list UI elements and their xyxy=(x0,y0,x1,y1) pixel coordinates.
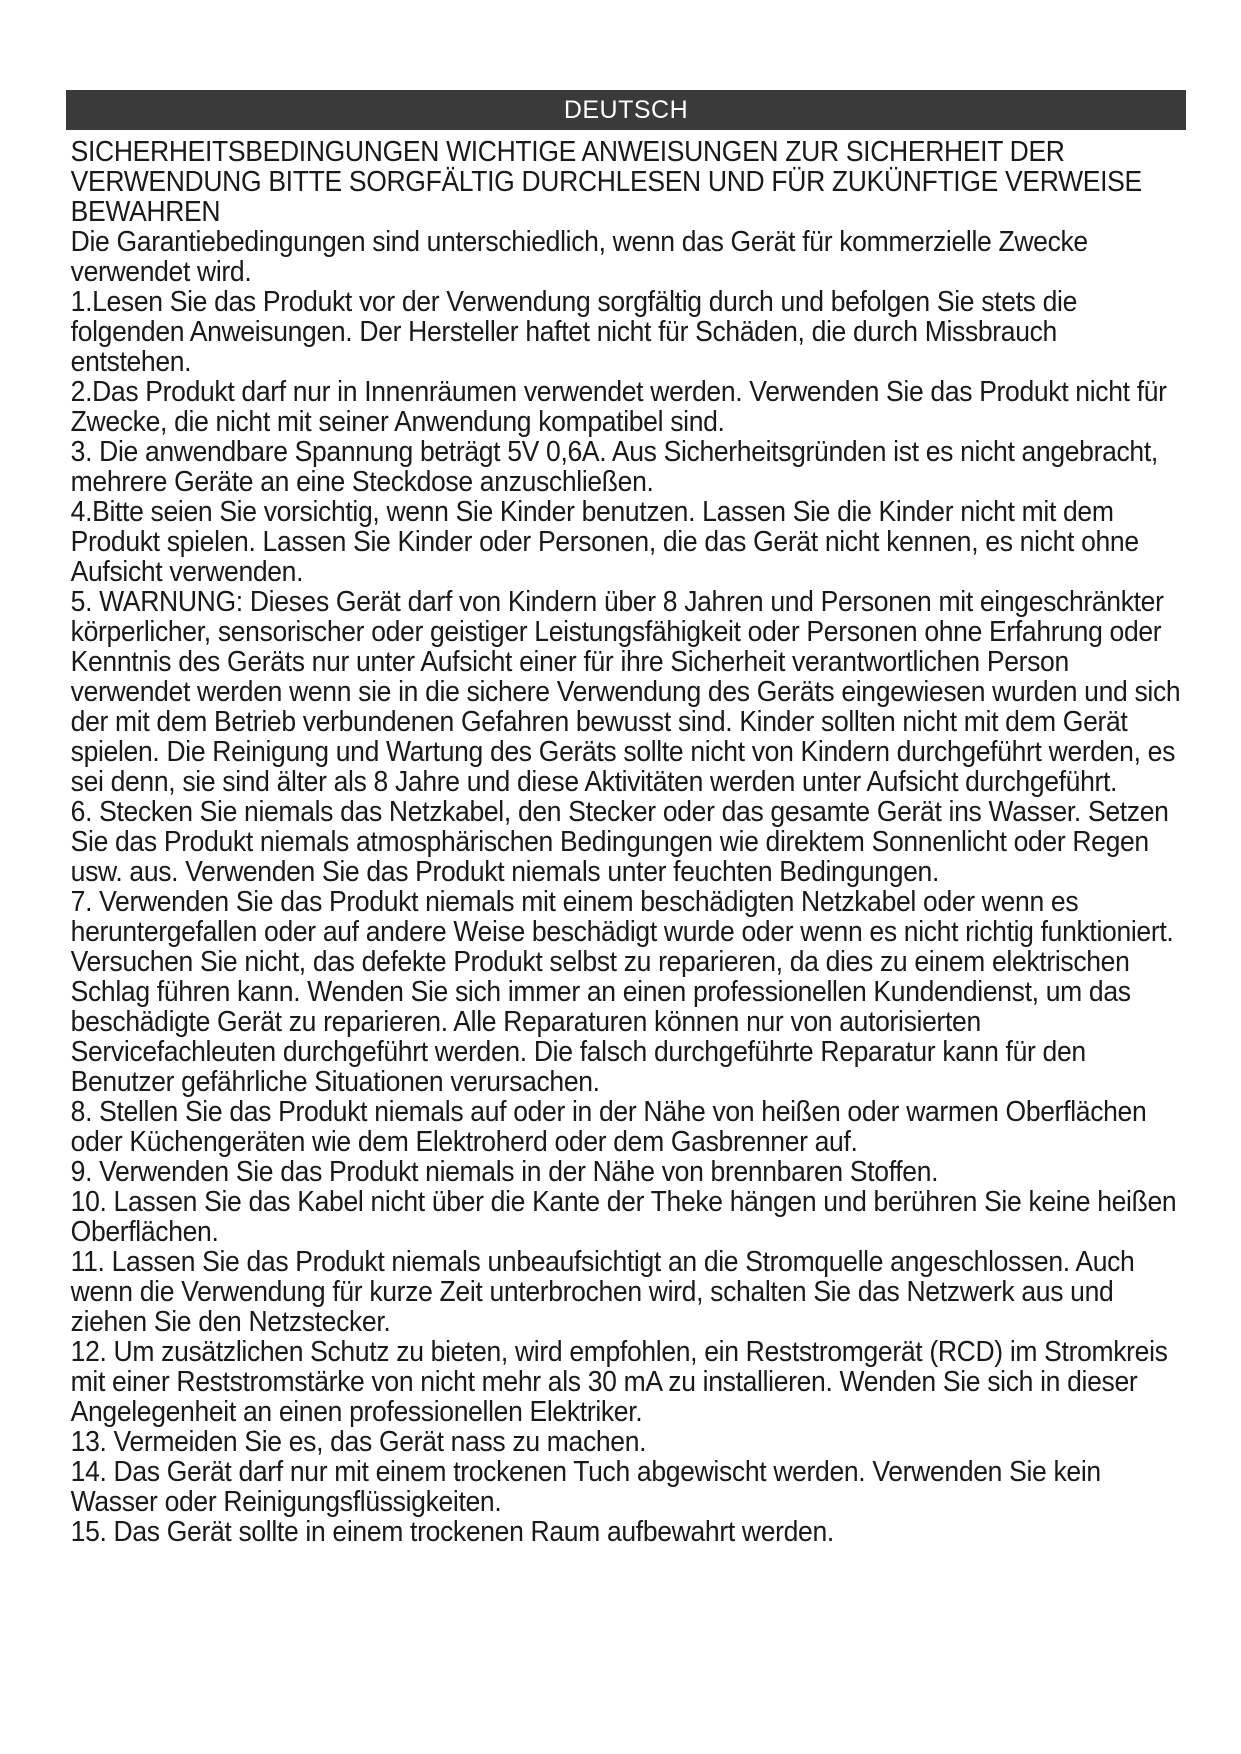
instruction-item-2: 2.Das Produkt darf nur in Innenräumen verwendet werden. Verwenden Sie das Produkt nicht für Zwecke, die nicht mit seiner Anwendung kompatibel sind. xyxy=(70,376,1167,438)
safety-instructions xyxy=(66,137,1182,1547)
document-page xyxy=(66,90,1186,1547)
instruction-item-8: 8. Stellen Sie das Produkt niemals auf oder in der Nähe von heißen oder warmen Oberflächen oder Küchengeräten wie dem Elektroherd oder dem Gasbrenner auf. xyxy=(70,1096,1147,1158)
instruction-item-15: 15. Das Gerät sollte in einem trockenen Raum aufbewahrt werden. xyxy=(70,1516,834,1548)
instruction-item-6: 6. Stecken Sie niemals das Netzkabel, den Stecker oder das gesamte Gerät ins Wasser. Setzen Sie das Produkt niemals atmosphärischen Bedingungen wie direktem Sonnenlicht oder Regen usw. aus. Verwenden Sie das Produkt niemals unter feuchten Bedingungen. xyxy=(70,796,1169,888)
instruction-item-11: 11. Lassen Sie das Produkt niemals unbeaufsichtigt an die Stromquelle angeschlossen. Auch wenn die Verwendung für kurze Zeit unterbrochen wird, schalten Sie das Netzwerk aus und ziehen Sie den Netzstecker. xyxy=(70,1246,1135,1338)
instruction-item-4: 4.Bitte seien Sie vorsichtig, wenn Sie Kinder benutzen. Lassen Sie die Kinder nicht mit dem Produkt spielen. Lassen Sie Kinder oder Personen, die das Gerät nicht kennen, es nicht ohne Aufsicht verwenden. xyxy=(70,496,1139,588)
instruction-item-14: 14. Das Gerät darf nur mit einem trockenen Tuch abgewischt werden. Verwenden Sie kein Wasser oder Reinigungsflüssigkeiten. xyxy=(70,1456,1101,1518)
safety-heading: SICHERHEITSBEDINGUNGEN WICHTIGE ANWEISUNGEN ZUR SICHERHEIT DER VERWENDUNG BITTE SORGFÄLTIG DURCHLESEN UND FÜR ZUKÜNFTIGE VERWEISE BEWAHREN xyxy=(70,136,1142,228)
instruction-item-3: 3. Die anwendbare Spannung beträgt 5V 0,6A. Aus Sicherheitsgründen ist es nicht angebracht, mehrere Geräte an eine Steckdose anzuschließen. xyxy=(70,436,1158,498)
warranty-intro: Die Garantiebedingungen sind unterschiedlich, wenn das Gerät für kommerzielle Zwecke verwendet wird. xyxy=(70,226,1088,288)
instruction-item-13: 13. Vermeiden Sie es, das Gerät nass zu machen. xyxy=(70,1426,647,1458)
language-label: DEUTSCH xyxy=(563,96,689,124)
instruction-item-1: 1.Lesen Sie das Produkt vor der Verwendung sorgfältig durch und befolgen Sie stets die folgenden Anweisungen. Der Hersteller haftet nicht für Schäden, die durch Missbrauch entstehen. xyxy=(70,286,1078,378)
instruction-item-12: 12. Um zusätzlichen Schutz zu bieten, wird empfohlen, ein Reststromgerät (RCD) im Stromkreis mit einer Reststromstärke von nicht mehr als 30 mA zu installieren. Wenden Sie sich in dieser Angelegenheit an einen professionellen Elektriker. xyxy=(70,1336,1168,1428)
instruction-item-5: 5. WARNUNG: Dieses Gerät darf von Kindern über 8 Jahren und Personen mit eingeschränkter körperlicher, sensorischer oder geistiger Leistungsfähigkeit oder Personen ohne Erfahrung oder Kenntnis des Geräts nur unter Aufsicht einer für ihre Sicherheit verantwortlichen Person verwendet werden wenn sie in die sichere Verwendung des Geräts eingewiesen wurden und sich der mit dem Betrieb verbundenen Gefahren bewusst sind. Kinder sollten nicht mit dem Gerät spielen. Die Reinigung und Wartung des Geräts sollte nicht von Kindern durchgeführt werden, es sei denn, sie sind älter als 8 Jahre und diese Aktivitäten werden unter Aufsicht durchgeführt. xyxy=(70,586,1181,798)
instruction-item-7: 7. Verwenden Sie das Produkt niemals mit einem beschädigten Netzkabel oder wenn es heruntergefallen oder auf andere Weise beschädigt wurde oder wenn es nicht richtig funktioniert. Versuchen Sie nicht, das defekte Produkt selbst zu reparieren, da dies zu einem elektrischen Schlag führen kann. Wenden Sie sich immer an einen professionellen Kundendienst, um das beschädigte Gerät zu reparieren. Alle Reparaturen können nur von autorisierten Servicefachleuten durchgeführt werden. Die falsch durchgeführte Reparatur kann für den Benutzer gefährliche Situationen verursachen. xyxy=(70,886,1174,1098)
language-header-bar xyxy=(66,90,1186,130)
instruction-item-10: 10. Lassen Sie das Kabel nicht über die Kante der Theke hängen und berühren Sie keine heißen Oberflächen. xyxy=(70,1186,1177,1248)
instruction-item-9: 9. Verwenden Sie das Produkt niemals in der Nähe von brennbaren Stoffen. xyxy=(70,1156,939,1188)
